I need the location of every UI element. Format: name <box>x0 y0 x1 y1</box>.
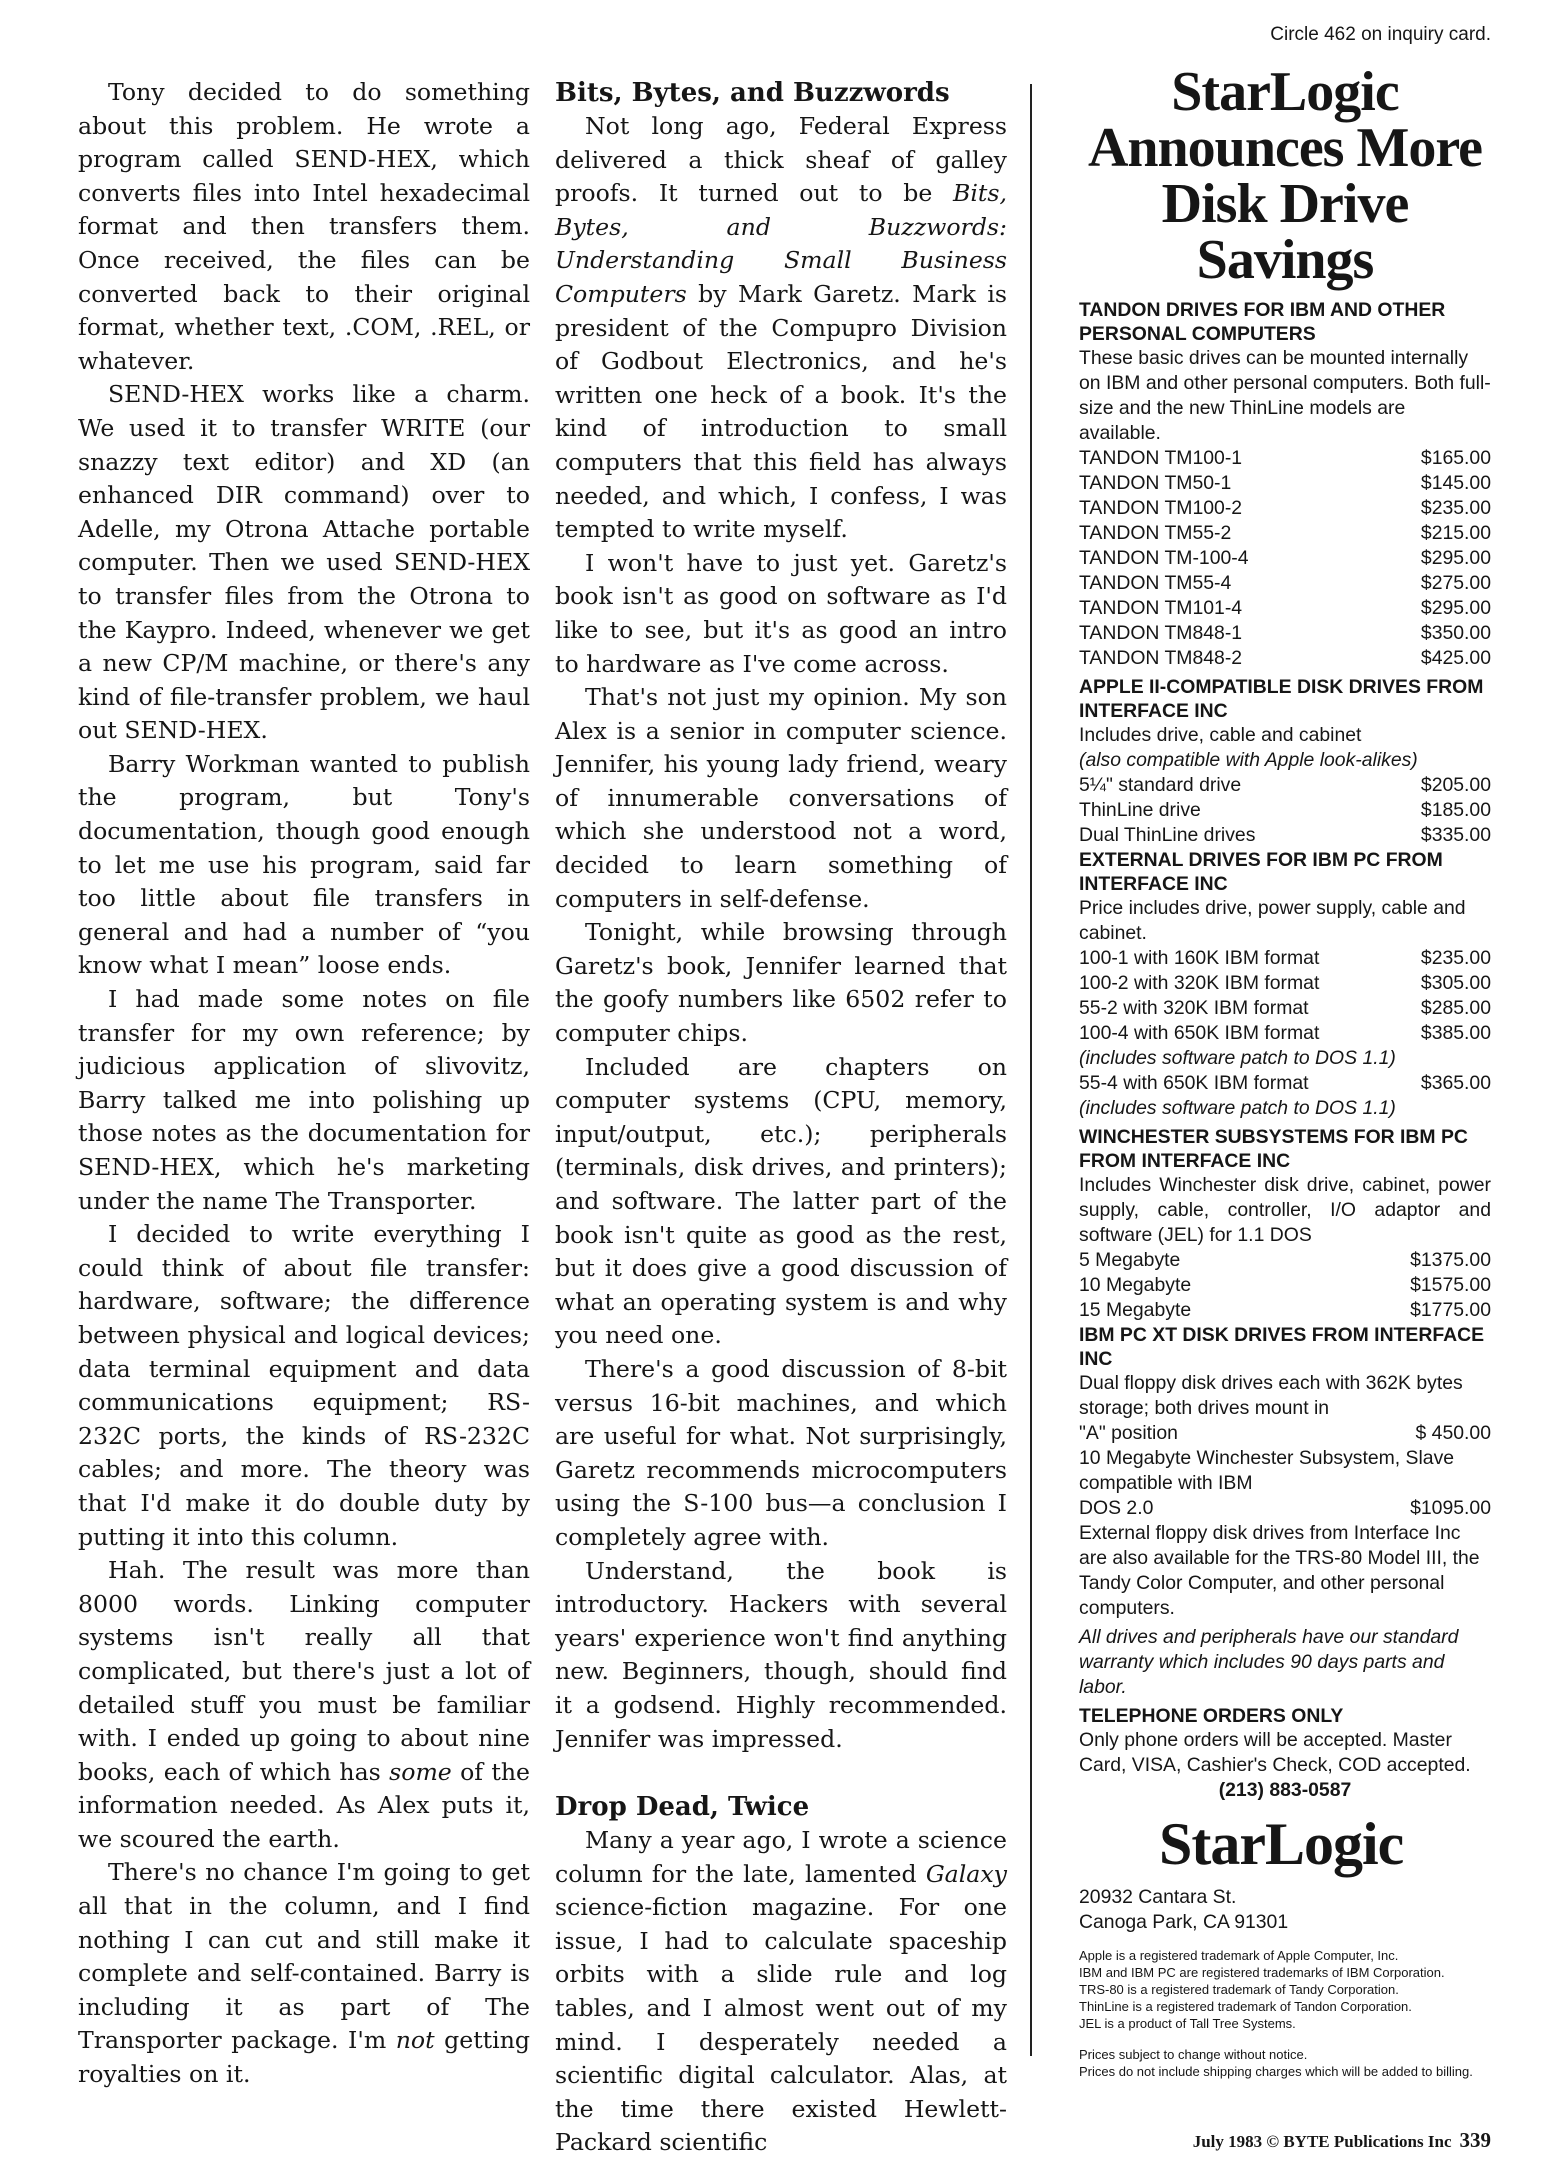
product-price: $295.00 <box>1420 547 1491 569</box>
product-name: Dual ThinLine drives <box>1079 824 1256 846</box>
product-price: $350.00 <box>1420 622 1491 644</box>
paragraph: Included are chapters on computer systems (CPU, memory, input/output, etc.); peripherals (terminals, disk drives, and printers); and software. The latter part of the book isn't quite as good as the rest, but it does give a good discussion of what an operating system is and why you need one. <box>555 1052 1007 1350</box>
section-heading-bits-bytes: Bits, Bytes, and Buzzwords <box>555 78 950 108</box>
winchester-heading: WINCHESTER SUBSYSTEMS FOR IBM PC FROM INTERFACE INC <box>1079 1126 1468 1172</box>
product-name: TANDON TM848-1 <box>1079 622 1243 644</box>
disclaimer-line: Prices do not include shipping charges which will be added to billing. <box>1079 2064 1473 2079</box>
price-row <box>1079 571 1491 596</box>
winchester-description: Includes Winchester disk drive, cabinet, power supply, cable, controller, I/O adaptor and software (JEL) for 1.1 DOS <box>1079 1174 1491 1246</box>
winchester-section <box>1079 1125 1491 1323</box>
price-row <box>1079 823 1491 848</box>
phone-number: (213) 883-0587 <box>1218 1779 1352 1801</box>
apple-note: (also compatible with Apple look-alikes) <box>1079 749 1418 771</box>
product-name: ThinLine drive <box>1079 799 1201 821</box>
price-row <box>1079 546 1491 571</box>
product-price: $1575.00 <box>1410 1274 1491 1296</box>
external-heading: EXTERNAL DRIVES FOR IBM PC FROM INTERFACE INC <box>1079 849 1443 895</box>
price-row <box>1079 996 1491 1021</box>
product-price: $285.00 <box>1420 997 1491 1019</box>
paragraph: There's no chance I'm going to get all that in the column, and I find nothing I can cut and still make it complete and self-contained. Barry is including it as part of The Transporter package. I'm not getting royalties on it. <box>78 1858 531 2089</box>
ad-headline <box>1079 61 1491 291</box>
product-name: 100-2 with 320K IBM format <box>1079 972 1320 994</box>
product-note: (includes software patch to DOS 1.1) <box>1079 1047 1396 1069</box>
starlogic-logo: StarLogic <box>1159 1811 1404 1877</box>
product-name: TANDON TM100-2 <box>1079 497 1243 519</box>
phone-section <box>1079 1704 1491 1803</box>
product-price: $165.00 <box>1420 447 1491 469</box>
ad-headline-line: Savings <box>1196 229 1374 291</box>
trademark-line: TRS-80 is a registered trademark of Tandy Corporation. <box>1079 1982 1399 1997</box>
product-price: $1095.00 <box>1410 1497 1491 1519</box>
paragraph: SEND-HEX works like a charm. We used it to transfer WRITE (our snazzy text editor) and XD (an enhanced DIR command) over to Adelle, my Otrona Attache portable computer. Then we used SEND-HEX to transfer files from the Otrona to the Kaypro. Indeed, whenever we get a new CP/M machine, or there's any kind of file-transfer problem, we haul out SEND-HEX. <box>78 380 530 745</box>
price-row <box>1079 521 1491 546</box>
product-price: $385.00 <box>1420 1022 1491 1044</box>
price-row <box>1079 471 1491 496</box>
xt-heading: IBM PC XT DISK DRIVES FROM INTERFACE INC <box>1079 1324 1485 1370</box>
product-price: $425.00 <box>1420 647 1491 669</box>
product-name: 100-1 with 160K IBM format <box>1079 947 1320 969</box>
product-price: $205.00 <box>1420 774 1491 796</box>
column-divider <box>1030 84 1032 2056</box>
price-row <box>1079 646 1491 671</box>
apple-section <box>1079 675 1491 848</box>
product-name: "A" position <box>1079 1422 1178 1444</box>
product-price: $235.00 <box>1420 497 1491 519</box>
xt-description-1: Dual floppy disk drives each with 362K bytes storage; both drives mount in <box>1079 1372 1463 1419</box>
starlogic-advertisement <box>1079 24 1491 2080</box>
product-name: DOS 2.0 <box>1079 1497 1154 1519</box>
paragraph: Not long ago, Federal Express delivered a thick sheaf of galley proofs. It turned out to be Bits, Bytes, and Buzzwords: Understanding Small Business Computers by Mark Garetz. Mark is president of the Compupro Division of Godbout Electronics, and he's written one heck of a book. It's the kind of introduction to small computers that this field has always needed, and which, I confess, I was tempted to write myself. <box>555 112 1007 544</box>
disclaimer-line: Prices subject to change without notice. <box>1079 2047 1308 2062</box>
price-row <box>1079 1071 1491 1096</box>
page-footer <box>1193 2128 1491 2153</box>
product-price: $335.00 <box>1420 824 1491 846</box>
product-name: 55-2 with 320K IBM format <box>1079 997 1309 1019</box>
ad-headline-line: StarLogic <box>1171 61 1399 123</box>
product-price: $295.00 <box>1420 597 1491 619</box>
price-row <box>1079 1273 1491 1298</box>
inquiry-note: Circle 462 on inquiry card. <box>1270 24 1491 45</box>
price-row <box>1079 798 1491 823</box>
tandon-description: These basic drives can be mounted internally on IBM and other personal computers. Both full-size and the new ThinLine models are available. <box>1079 347 1491 444</box>
price-row <box>1079 1496 1491 1521</box>
phone-description: Only phone orders will be accepted. Master Card, VISA, Cashier's Check, COD accepted. <box>1079 1729 1471 1776</box>
warranty-note: All drives and peripherals have our standard warranty which includes 90 days parts and labor. <box>1079 1626 1459 1698</box>
address-line-1: 20932 Cantara St. <box>1079 1886 1237 1908</box>
paragraph: Hah. The result was more than 8000 words. Linking computer systems isn't really all that complicated, but there's just a lot of detailed stuff you must be familiar with. I ended up going to about nine books, each of which has some of the information needed. As Alex puts it, we scoured the earth. <box>78 1556 531 1853</box>
product-name: TANDON TM848-2 <box>1079 647 1243 669</box>
article-column-2 <box>555 76 1007 2160</box>
winchester-price-list <box>1079 1248 1491 1323</box>
external-price-list <box>1079 946 1491 1121</box>
paragraph: I decided to write everything I could think of about file transfer: hardware, software; the difference between physical and logical devices; data terminal equipment and data communications equipment; RS-232C ports, the kinds of RS-232C cables; and more. The theory was that I'd make it do double duty by putting it into this column. <box>78 1220 530 1551</box>
tandon-heading: TANDON DRIVES FOR IBM AND OTHER PERSONAL COMPUTERS <box>1079 299 1446 345</box>
price-row <box>1079 971 1491 996</box>
trademark-notes <box>1079 1947 1491 2032</box>
tandon-section <box>1079 298 1491 671</box>
product-name: TANDON TM100-1 <box>1079 447 1243 469</box>
product-price: $215.00 <box>1420 522 1491 544</box>
xt-description-2: 10 Megabyte Winchester Subsystem, Slave compatible with IBM <box>1079 1447 1455 1494</box>
page-number: 339 <box>1459 2128 1491 2152</box>
product-price: $365.00 <box>1420 1072 1491 1094</box>
product-price: $1375.00 <box>1410 1249 1491 1271</box>
apple-heading: APPLE II-COMPATIBLE DISK DRIVES FROM INTERFACE INC <box>1079 676 1484 722</box>
apple-price-list <box>1079 773 1491 848</box>
product-name: 100-4 with 650K IBM format <box>1079 1022 1320 1044</box>
trademark-line: ThinLine is a registered trademark of Tandon Corporation. <box>1079 1999 1412 2014</box>
product-name: TANDON TM101-4 <box>1079 597 1243 619</box>
apple-description: Includes drive, cable and cabinet <box>1079 724 1362 746</box>
paragraph: That's not just my opinion. My son Alex is a senior in computer science. Jennifer, his young lady friend, weary of innumerable conversations of which she understood not a word, decided to learn something of computers in self-defense. <box>555 683 1007 913</box>
product-price: $ 450.00 <box>1415 1422 1491 1444</box>
external-section <box>1079 848 1491 1121</box>
product-name: TANDON TM50-1 <box>1079 472 1232 494</box>
price-row <box>1079 496 1491 521</box>
product-price: $305.00 <box>1420 972 1491 994</box>
ad-headline-line: Disk Drive <box>1161 173 1409 235</box>
paragraph: Many a year ago, I wrote a science column for the late, lamented Galaxy science-fiction magazine. For one issue, I had to calculate spaceship orbits with a slide rule and log tables, and I almost went out of my mind. I desperately needed a scientific digital calculator. Alas, at the time there existed Hewlett-Packard scientific <box>555 1826 1007 2157</box>
paragraph: There's a good discussion of 8-bit versus 16-bit machines, and which are useful for what. Not surprisingly, Garetz recommends microcomputers using the S-100 bus—a conclusion I completely agree with. <box>555 1354 1007 1551</box>
article-column-1 <box>78 76 530 2092</box>
xt-description-3: External floppy disk drives from Interface Inc are also available for the TRS-80 Model III, the Tandy Color Computer, and other personal computers. <box>1079 1522 1480 1619</box>
product-price: $185.00 <box>1420 799 1491 821</box>
footer-credit: July 1983 © BYTE Publications Inc <box>1192 2132 1452 2151</box>
product-name: 15 Megabyte <box>1079 1299 1192 1321</box>
price-row <box>1079 1298 1491 1323</box>
trademark-line: JEL is a product of Tall Tree Systems. <box>1079 2016 1296 2031</box>
xt-section <box>1079 1323 1491 1621</box>
address-line-2: Canoga Park, CA 91301 <box>1079 1911 1289 1933</box>
product-price: $235.00 <box>1420 947 1491 969</box>
paragraph: Tony decided to do something about this problem. He wrote a program called SEND-HEX, which converts files into Intel hexadecimal format and then transfers them. Once received, the files can be converted back to their original format, whether text, .COM, .REL, or whatever. <box>78 78 530 375</box>
product-name: TANDON TM-100-4 <box>1079 547 1249 569</box>
paragraph: I had made some notes on file transfer for my own reference; by judicious application of slivovitz, Barry talked me into polishing up those notes as the documentation for SEND-HEX, which he's marketing under the name The Transporter. <box>78 985 530 1215</box>
price-row <box>1079 596 1491 621</box>
ad-headline-line: Announces More <box>1087 117 1483 179</box>
product-name: 5¼" standard drive <box>1079 774 1242 796</box>
price-row <box>1079 1248 1491 1273</box>
price-row <box>1079 621 1491 646</box>
paragraph: Tonight, while browsing through Garetz's book, Jennifer learned that the goofy numbers like 6502 refer to computer chips. <box>555 918 1007 1048</box>
price-row <box>1079 773 1491 798</box>
price-row <box>1079 1421 1491 1446</box>
paragraph: Barry Workman wanted to publish the program, but Tony's documentation, though good enough to let me use his program, said far too little about file transfers in general and had a number of “you know what I mean” loose ends. <box>78 749 530 980</box>
price-row <box>1079 1021 1491 1046</box>
phone-heading: TELEPHONE ORDERS ONLY <box>1079 1705 1344 1727</box>
section-body-bits-bytes <box>555 110 1007 1756</box>
paragraph: Understand, the book is introductory. Hackers with several years' experience won't find anything new. Beginners, though, should find it a godsend. Highly recommended. Jennifer was impressed. <box>555 1556 1007 1753</box>
product-name: 10 Megabyte <box>1079 1274 1192 1296</box>
section-body-drop-dead <box>555 1824 1007 2160</box>
product-note: (includes software patch to DOS 1.1) <box>1079 1097 1396 1119</box>
trademark-line: Apple is a registered trademark of Apple Computer, Inc. <box>1079 1948 1399 1963</box>
price-row <box>1079 946 1491 971</box>
product-price: $145.00 <box>1420 472 1491 494</box>
trademark-line: IBM and IBM PC are registered trademarks of IBM Corporation. <box>1079 1965 1445 1980</box>
price-row <box>1079 446 1491 471</box>
product-name: 5 Megabyte <box>1079 1249 1181 1271</box>
product-name: TANDON TM55-2 <box>1079 522 1232 544</box>
section-heading-drop-dead: Drop Dead, Twice <box>555 1792 810 1823</box>
product-name: TANDON TM55-4 <box>1079 572 1232 594</box>
price-disclaimers <box>1079 2046 1491 2080</box>
external-description: Price includes drive, power supply, cable and cabinet. <box>1079 897 1466 944</box>
paragraph: I won't have to just yet. Garetz's book isn't as good on software as I'd like to see, but it's as good an intro to hardware as I've come across. <box>555 548 1007 678</box>
product-price: $275.00 <box>1420 572 1491 594</box>
tandon-price-list <box>1079 446 1491 671</box>
product-name: 55-4 with 650K IBM format <box>1079 1072 1309 1094</box>
product-price: $1775.00 <box>1410 1299 1491 1321</box>
